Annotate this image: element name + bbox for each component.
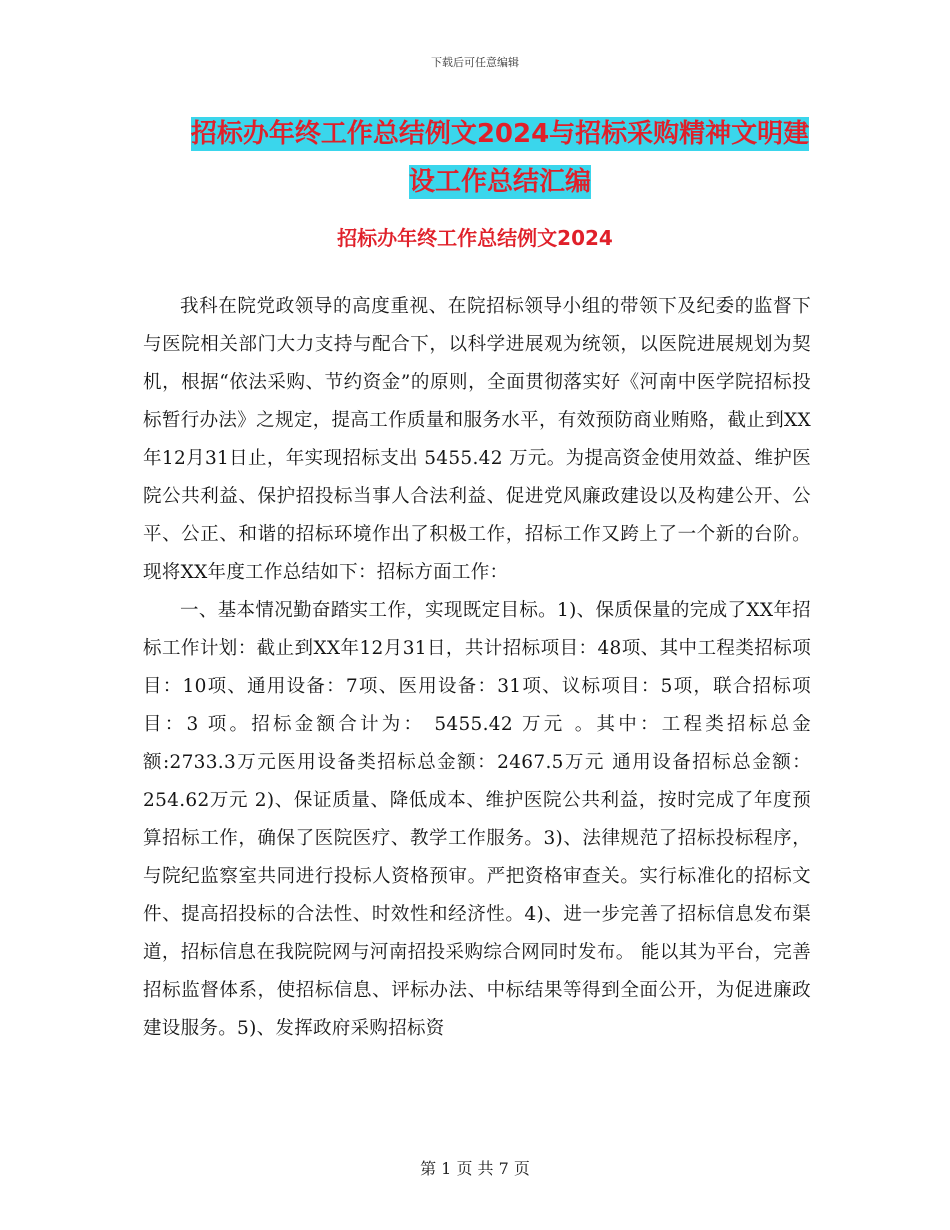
document-title-line-1: 招标办年终工作总结例文2024与招标采购精神文明建 (190, 119, 810, 149)
page-footer: 第 1 页 共 7 页 (420, 1159, 530, 1178)
body-paragraph: 我科在院党政领导的高度重视、在院招标领导小组的带领下及纪委的监督下与医院相关部门大力支持与配合下，以科学进展观为统领，以医院进展规划为契机，根据“依法采购、节约资金”的原则，全面贯彻落实好《河南中医学院招标投标暂行办法》之规定，提高工作质量和服务水平，有效预防商业贿赂，截止到XX年12月31日止，年实现招标支出 5455.42 万元。为提高资金使用效益、维护医院公共利益、保护招投标当事人合法利益、促进党风廉政建设以及构建公开、公平、公正、和谐的招标环境作出了积极工作，招标工作又跨上了一个新的台阶。现将XX年度工作总结如下：招标方面工作： (143, 296, 811, 583)
page-header-note: 下载后可任意编辑 (431, 56, 519, 69)
section-title: 招标办年终工作总结例文2024 (337, 226, 613, 250)
document-title (140, 110, 860, 206)
document-body (143, 288, 811, 1048)
body-paragraph: 一、基本情况勤奋踏实工作，实现既定目标。1)、保质保量的完成了XX年招标工作计划：截止到XX年12月31日，共计招标项目：48项、其中工程类招标项目：10项、通用设备：7项、医用设备：31项、议标项目：5项，联合招标项目：3 项。招标金额合计为： 5455.42 万元 。其中：工程类招标总金额:2733.3万元医用设备类招标总金额：2467.5万元 通用设备招标总金额：254.62万元 2)、保证质量、降低成本、维护医院公共利益，按时完成了年度预算招标工作，确保了医院医疗、教学工作服务。3)、法律规范了招标投标程序，与院纪监察室共同进行投标人资格预审。严把资格审查关。实行标准化的招标文件、提高招投标的合法性、时效性和经济性。4)、进一步完善了招标信息发布渠道，招标信息在我院院网与河南招投采购综合网同时发布。 能以其为平台，完善招标监督体系，使招标信息、评标办法、中标结果等得到全面公开，为促进廉政建设服务。5)、发挥政府采购招标资 (143, 600, 811, 1039)
document-title-line-2: 设工作总结汇编 (408, 167, 591, 197)
